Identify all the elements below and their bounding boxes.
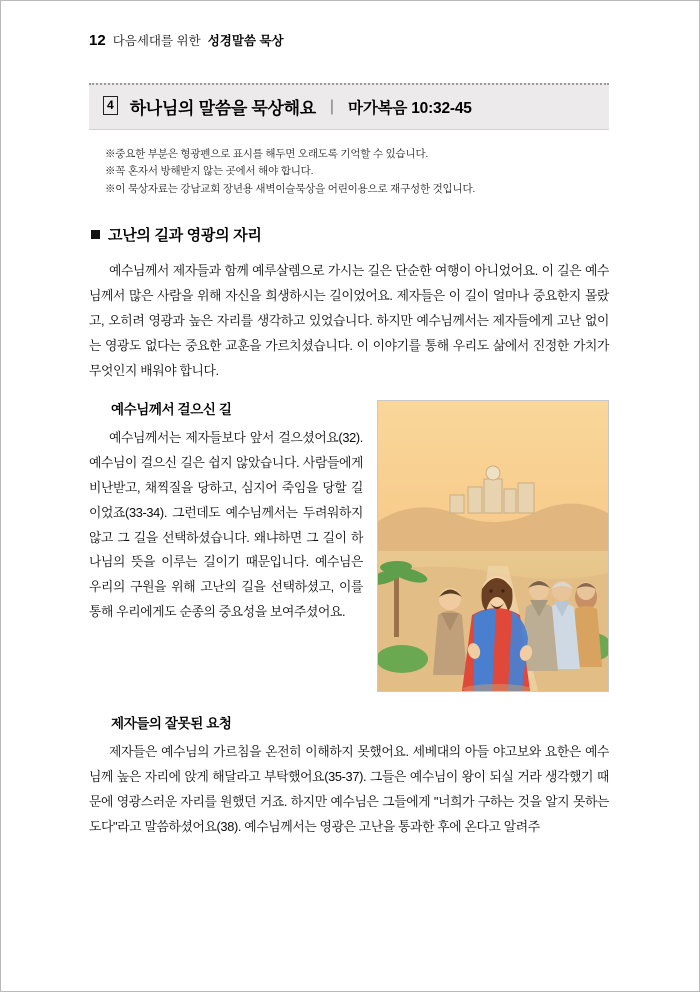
page-number: 12: [89, 32, 106, 49]
title-separator: |: [329, 97, 335, 115]
page-content: [89, 31, 609, 852]
note-item: ※꼭 혼자서 방해받지 않는 곳에서 해야 합니다.: [105, 165, 314, 178]
sub1-paragraph: 예수님께서는 제자들보다 앞서 걸으셨어요(32). 예수님이 걸으신 길은 쉽지 않았습니다. 사람들에게 비난받고, 채찍질을 당하고, 심지어 죽임을 당할 길이었죠(33-34). 그런데도 예수님께서는 두려워하지 않고 그 길을 선택하셨습니다. 왜냐하면 그 길이 하나님의 뜻을 이루는 길이기 때문입니다. 예수님은 우리의 구원을 위해 고난의 길을 선택하셨고, 이를 통해 우리에게도 순종의 중요성을 보여주셨어요.: [89, 429, 363, 620]
lesson-title-bar: [89, 83, 609, 130]
intro-paragraph: 예수님께서 제자들과 함께 예루살렘으로 가시는 길은 단순한 여행이 아니었어요. 이 길은 예수님께서 많은 사람을 위해 자신을 희생하시는 길이었어요. 제자들은 이 길이 얼마나 중요한지 몰랐고, 오히려 영광과 높은 자리를 생각하고 있었습니다. 하지만 예수님께서는 제자들에게 고난 없이는 영광도 없다는 중요한 교훈을 가르치셨습니다. 이 이야기를 통해 우리도 삶에서 진정한 가치가 무엇인지 배워야 합니다.: [89, 262, 609, 378]
note-item: ※중요한 부분은 형광펜으로 표시를 해두면 오래도록 기억할 수 있습니다.: [105, 148, 429, 160]
lesson-title: 하나님의 말씀을 묵상해요: [129, 99, 316, 118]
note-item: ※이 묵상자료는 강남교회 장년용 새벽이슬묵상을 어린이용으로 재구성한 것입니다.: [105, 182, 476, 195]
section-heading: [91, 224, 609, 245]
sub2-paragraph: 제자들은 예수님의 가르침을 온전히 이해하지 못했어요. 세베대의 아들 야고보와 요한은 예수님께 높은 자리에 앉게 해달라고 부탁했어요(35-37). 그들은 예수님이 왕이 되실 거라 생각했기 때문에 영광스러운 자리를 원했던 거죠. 하지만 예수님은 그들에게 "너희가 구하는 것을 알지 못하는도다"라고 말씀하셨어요(38). 예수님께서는 영광은 고난을 통과한 후에 온다고 알려주: [89, 743, 609, 834]
header-title-light: 다음세대를 위한: [112, 34, 201, 48]
section-heading-label: 고난의 길과 영광의 자리: [108, 226, 262, 244]
sub-heading-2: 제자들의 잘못된 요청: [111, 715, 232, 731]
square-bullet-icon: [91, 230, 100, 239]
jesus-walking-with-disciples-illustration: [377, 400, 609, 692]
illustration-wrap-block: [89, 398, 609, 698]
lesson-number-badge: 4: [103, 96, 118, 115]
notes-list: [105, 146, 609, 198]
sub-heading-1: 예수님께서 걸으신 길: [111, 401, 232, 417]
header-title-bold: 성경말씀 묵상: [207, 34, 284, 48]
page-header: [89, 31, 609, 49]
scripture-reference: 마가복음 10:32-45: [348, 99, 472, 117]
